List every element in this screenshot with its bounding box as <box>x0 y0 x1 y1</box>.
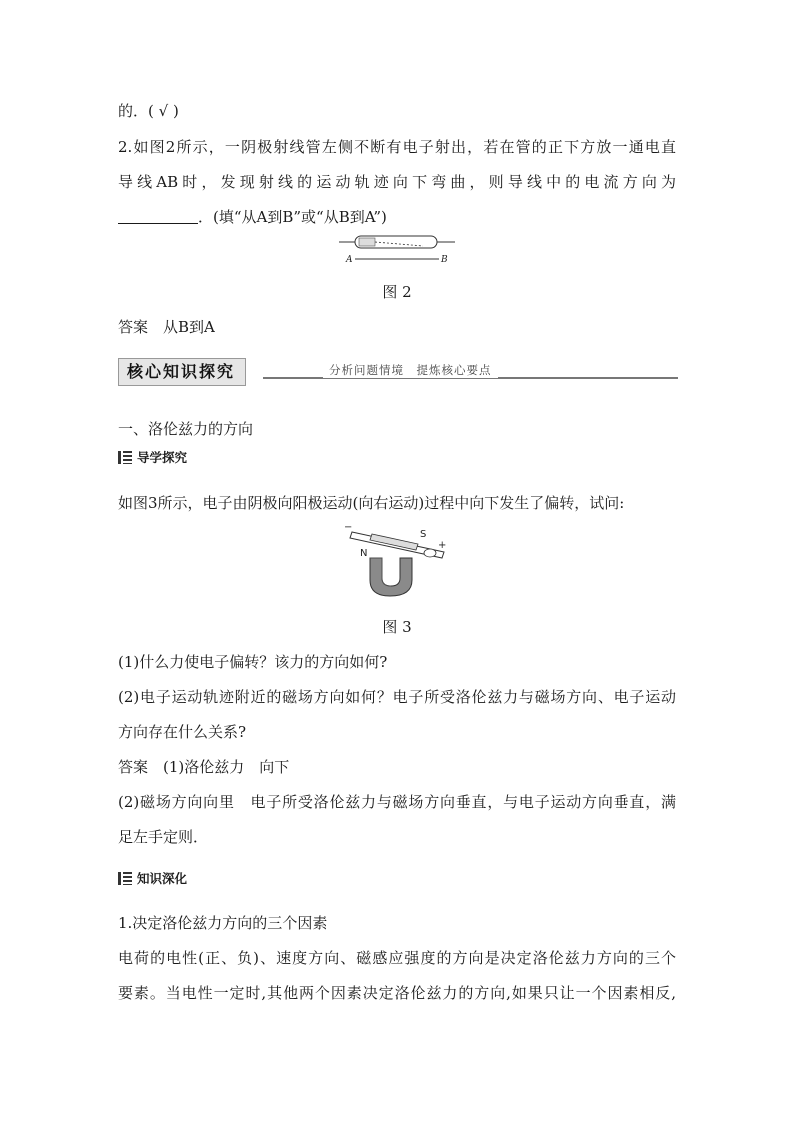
point-1-title: 1.决定洛伦兹力方向的三个因素 <box>118 914 328 932</box>
figure-3-minus: − <box>344 522 353 533</box>
figure-3-magnet-tube <box>342 520 452 600</box>
inquiry-question-1: (1)什么力使电子偏转？该力的方向如何? <box>118 653 388 671</box>
banner-title: 核心知识探究 <box>118 358 246 386</box>
answer-2: 答案 从B到A <box>118 318 215 336</box>
question-2-line-3 <box>118 206 387 227</box>
tag-icon <box>118 872 132 885</box>
figure-3-caption: 图 3 <box>382 618 412 636</box>
question-2-line-1: 2.如图2所示，一阴极射线管左侧不断有电子射出，若在管的正下方放一通电直 <box>118 138 676 156</box>
tag-knowledge-deepening <box>118 870 187 886</box>
point-1-line-2: 要素。当电性一定时,其他两个因素决定洛伦兹力的方向,如果只让一个因素相反, <box>118 984 676 1002</box>
section-banner <box>118 358 678 386</box>
figure-2-cathode-tube <box>337 230 457 270</box>
figure-2-caption: 图 2 <box>382 283 412 301</box>
point-1-line-1: 电荷的电性(正、负)、速度方向、磁感应强度的方向是决定洛伦兹力方向的三个 <box>118 949 676 967</box>
inquiry-intro: 如图3所示，电子由阴极向阳极运动(向右运动)过程中向下发生了偏转，试问: <box>118 494 625 512</box>
inquiry-answer-2-line-1: (2)磁场方向向里 电子所受洛伦兹力与磁场方向垂直，与电子运动方向垂直，满 <box>118 793 676 811</box>
figure-2-label-b: B <box>441 255 448 265</box>
tag-icon <box>118 451 132 464</box>
inquiry-answer-2-line-2: 足左手定则． <box>118 828 209 846</box>
banner-subtitle: 分析问题情境 提炼核心要点 <box>323 362 498 378</box>
figure-2-label-a: A <box>346 255 353 265</box>
question-2-line-2: 导线AB时，发现射线的运动轨迹向下弯曲，则导线中的电流方向为 <box>118 173 676 191</box>
inquiry-answer-1: 答案 (1)洛伦兹力 向下 <box>118 758 290 776</box>
tag-guided-inquiry <box>118 449 187 465</box>
answer-blank <box>118 209 198 224</box>
figure-3-s: S <box>420 529 427 540</box>
tag-label: 导学探究 <box>137 450 188 465</box>
inquiry-question-2-line-2: 方向存在什么关系? <box>118 723 247 741</box>
answer-line-prev: 的．( √ ) <box>118 102 179 120</box>
tag-label: 知识深化 <box>137 871 188 886</box>
figure-3-plus: + <box>438 540 447 551</box>
question-2-hint: ．(填“从A到B”或“从B到A”) <box>198 208 387 226</box>
section-heading: 一、洛伦兹力的方向 <box>118 420 254 438</box>
inquiry-question-2-line-1: (2)电子运动轨迹附近的磁场方向如何？电子所受洛伦兹力与磁场方向、电子运动 <box>118 688 676 706</box>
figure-3-n: N <box>360 548 368 559</box>
